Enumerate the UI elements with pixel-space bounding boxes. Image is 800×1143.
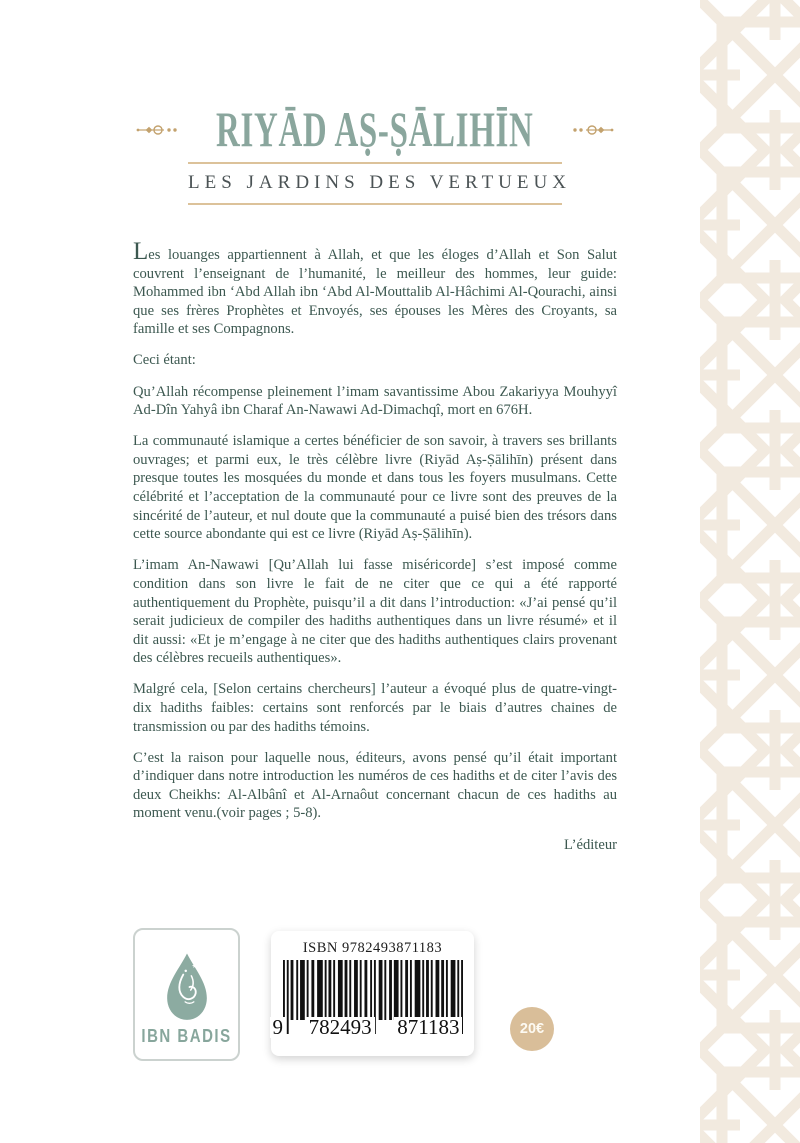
- gold-flourish-left-icon: [135, 122, 177, 138]
- body-paragraph: L’imam An-Nawawi [Qu’Allah lui fasse miséricorde] s’est imposé comme condition dans son livre le fait de ne citer que ce qui a été rapporté authentiquement du Prophète, puisqu’il a dit dans l’introduction: «J’ai pensé qu’il serait judicieux de compiler des hadiths authentiques dans un livre résumé» et il dit aussi: «Et je m’engage à ne citer que des hadiths authentiques clairs provenant des célèbres recueils authentiques».: [133, 557, 617, 667]
- title-row: [133, 102, 617, 158]
- barcode-digit-group: 871183: [394, 1017, 462, 1038]
- publisher-logo: [133, 928, 240, 1061]
- barcode-digit-group: 9: [270, 1017, 287, 1038]
- book-title: RIYĀD AṢ-ṢĀLIHĪN: [216, 102, 534, 158]
- gold-divider-bottom: [188, 203, 562, 205]
- teardrop-calligraphy-icon: [156, 949, 218, 1025]
- lead-paragraph-text: es louanges appartiennent à Allah, et que les éloges d’Allah et Son Salut couvrent l’enseignant de l’humanité, le meilleur des hommes, leur guide: Mohammed ibn ‘Abd Allah ibn ‘Abd Al-Mouttalib Al-Hâchimi Al-Qourachi, ainsi que ses frères Prophètes et Envoyés, ses épouses les Mères des Croyants, sa famille et ses Compagnons.: [133, 247, 617, 338]
- body-paragraph: C’est la raison pour laquelle nous, éditeurs, avons pensé qu’il était important d’indiquer dans notre introduction les numéros de ces hadiths et de citer l’avis des deux Cheikhs: Al-Albânî et Al-Arnaôut concernant chacun de ces hadiths au moment venu.(voir pages ; 5-8).: [133, 749, 617, 822]
- editor-signature: L’éditeur: [564, 836, 617, 853]
- islamic-pattern-icon: [700, 0, 800, 1143]
- publisher-name: IBN BADIS: [141, 1025, 232, 1047]
- body-paragraph: La communauté islamique a certes bénéficier de son savoir, à travers ses brillants ouvrages; et parmi eux, le très célèbre livre (Riyād Aṣ-Ṣālihīn) présent dans presque toutes les mosquées du monde et dans tous les foyers musulmans. Cette célébrité et l’acceptation de la communauté pour ce livre sont des preuves de la sincérité de l’auteur, et nul doute que la communauté a puisé bien des trésors dans cette source abondante qui est ce livre (Riyād Aṣ-Ṣālihīn).: [133, 433, 617, 543]
- header: [133, 102, 617, 205]
- title-box: [187, 102, 563, 158]
- barcode-card: [271, 931, 474, 1056]
- barcode-digits: [270, 1017, 463, 1038]
- book-subtitle: LES JARDINS DES VERTUEUX: [188, 172, 571, 193]
- body-copy: [133, 238, 617, 867]
- drop-cap: L: [133, 238, 149, 265]
- barcode-wrap: [272, 960, 463, 1039]
- body-paragraph: Ceci étant:: [133, 352, 196, 369]
- barcode-digit-group: 782493: [306, 1017, 375, 1038]
- subtitle-block: [188, 162, 571, 205]
- gold-flourish-right-icon: [573, 122, 615, 138]
- price-badge: 20€: [510, 1007, 554, 1051]
- gold-divider-top: [188, 162, 562, 164]
- body-paragraph: Qu’Allah récompense pleinement l’imam savantissime Abou Zakariyya Mouhyyî Ad-Dîn Yahyâ ibn Charaf An-Nawawi Ad-Dimachqî, mort en 676H.: [133, 383, 617, 419]
- islamic-pattern-strip: [700, 0, 800, 1143]
- isbn-label: ISBN 9782493871183: [302, 940, 443, 956]
- body-paragraph: Malgré cela, [Selon certains chercheurs] l’auteur a évoqué plus de quatre-vingt-dix hadiths faibles: certains sont renforcés par le biais d’autres chaines de transmission ou par des hadiths témoins.: [133, 681, 617, 735]
- body-paragraph-lead: [133, 238, 617, 339]
